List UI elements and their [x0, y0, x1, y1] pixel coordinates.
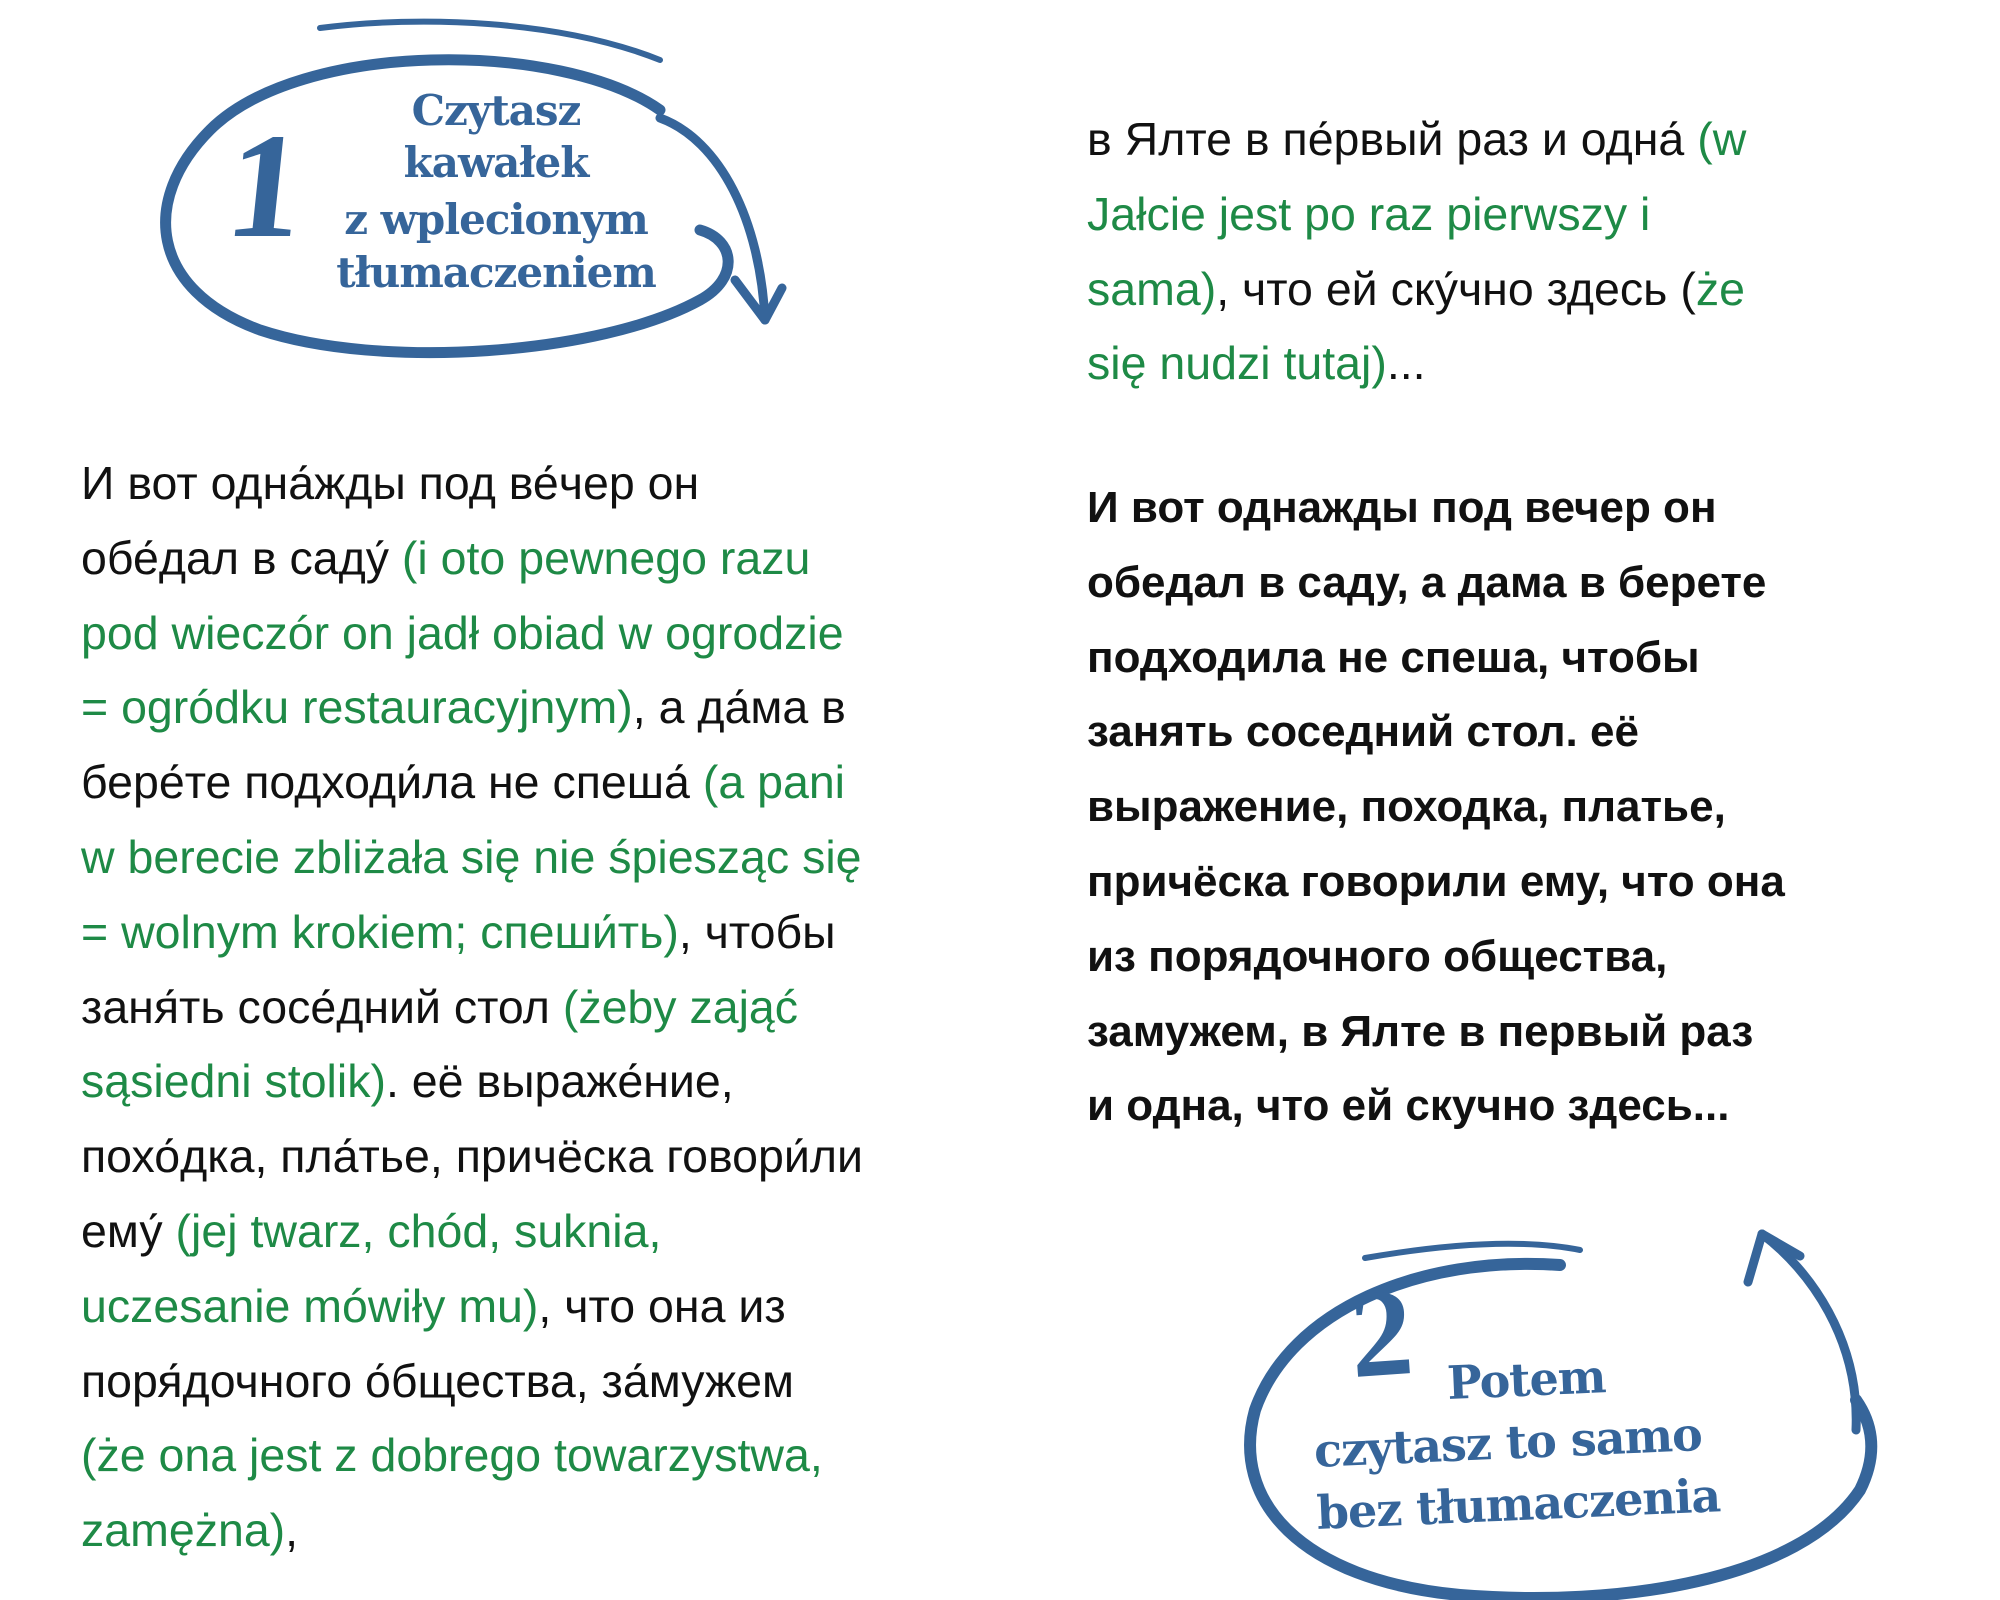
- polish-translation: (i oto pewnego razu: [401, 531, 811, 584]
- polish-translation: pod wieczór on jadł obiad w ogrodzie: [81, 606, 844, 659]
- russian-text: , что ей ску́чно здесь (: [1216, 262, 1696, 315]
- russian-text: , что она из: [538, 1279, 786, 1332]
- right-paragraph-with-translation: [1087, 102, 1746, 401]
- text-line: [81, 970, 863, 1045]
- polish-translation: (a pani: [702, 756, 846, 809]
- badge-2-line: Potem: [1446, 1349, 1607, 1411]
- russian-text: И вот одна́жды под ве́чер он: [81, 457, 700, 509]
- badge-2-flourish: [1365, 1244, 1580, 1258]
- text-line: [1087, 177, 1746, 252]
- polish-translation: w berecie zbliżała się nie śpiesząc się: [81, 830, 862, 883]
- russian-text-line: обедал в саду, а дама в берете: [1087, 557, 1767, 607]
- text-line: [81, 1044, 863, 1119]
- text-line: [1087, 252, 1746, 327]
- polish-translation: sąsiedni stolik): [81, 1055, 386, 1108]
- russian-text-line: выражение, походка, платье,: [1087, 782, 1726, 832]
- polish-translation: zamężna): [81, 1504, 286, 1557]
- text-line: [1087, 102, 1746, 177]
- russian-text-line: из порядочного общества,: [1087, 931, 1668, 981]
- badge-1-flourish: [320, 22, 660, 60]
- polish-translation: się nudzi tutaj): [1087, 337, 1387, 390]
- text-line: [81, 1194, 863, 1269]
- polish-translation: (jej twarz, chód, suknia,: [175, 1204, 662, 1257]
- left-paragraph-with-translation: [81, 446, 863, 1568]
- russian-text-line: причёска говорили ему, что она: [1087, 856, 1785, 906]
- badge-2-number: 2: [1345, 1262, 1418, 1406]
- text-line: [81, 521, 863, 596]
- polish-translation: = ogródku restauracyjnym): [81, 681, 633, 734]
- russian-text: обе́дал в саду́: [81, 531, 402, 584]
- russian-text: поря́дочного о́бщества, за́мужем: [81, 1354, 794, 1407]
- polish-translation: uczesanie mówiły mu): [81, 1279, 539, 1332]
- badge-1-line: tłumaczeniem: [336, 248, 656, 297]
- text-line: [81, 820, 863, 895]
- badge-2-arrow: [1762, 1234, 1856, 1430]
- text-line: [1087, 326, 1746, 401]
- russian-text: , а да́ма в: [632, 681, 846, 734]
- russian-text: ,: [285, 1504, 299, 1557]
- russian-text: бере́те подходи́ла не спеша́: [81, 756, 703, 809]
- text-line: [81, 895, 863, 970]
- text-line: [81, 1418, 863, 1493]
- polish-translation: (w: [1697, 113, 1747, 165]
- russian-text-line: занять соседний стол. её: [1087, 707, 1639, 757]
- text-line: [81, 1493, 863, 1568]
- text-line: [81, 1269, 863, 1344]
- polish-translation: sama): [1087, 262, 1217, 315]
- text-line: [81, 670, 863, 745]
- russian-text-line: подходила не спеша, чтобы: [1087, 632, 1700, 682]
- text-line: [81, 446, 863, 521]
- polish-translation: (żeby zająć: [562, 980, 799, 1033]
- polish-translation: = wolnym krokiem; спеши́ть): [81, 905, 679, 958]
- plain-paragraph-without-translation: [1087, 471, 1785, 1144]
- russian-text-line: и одна, что ей скучно здесь...: [1087, 1081, 1730, 1131]
- russian-text: ...: [1386, 337, 1426, 390]
- text-line: [81, 1344, 863, 1419]
- polish-translation: Jałcie jest po raz pierwszy i: [1087, 187, 1651, 240]
- russian-text-line: замужем, в Ялте в первый раз: [1087, 1006, 1754, 1056]
- russian-text-line: И вот однажды под вечер он: [1087, 483, 1717, 532]
- badge-2-line: bez tłumaczenia: [1315, 1468, 1722, 1540]
- badge-2-line: czytasz to samo: [1312, 1407, 1703, 1478]
- text-line: [81, 596, 863, 671]
- badge-1-line: kawałek: [403, 138, 589, 187]
- badge-1-number: 1: [219, 103, 312, 269]
- russian-text: заня́ть сосе́дний стол: [81, 980, 563, 1033]
- russian-text: , чтобы: [678, 905, 836, 958]
- russian-text: ему́: [81, 1204, 176, 1257]
- badge-1-line: Czytasz: [411, 86, 581, 135]
- badge-2-caption: [1310, 1340, 1721, 1543]
- text-line: [81, 745, 863, 820]
- text-line: [81, 1119, 863, 1194]
- badge-1-line: z wplecionym: [344, 195, 648, 244]
- russian-text: . её выраже́ние,: [385, 1055, 734, 1108]
- russian-text: похо́дка, пла́тье, причёска говори́ли: [81, 1130, 863, 1183]
- polish-translation: (że ona jest z dobrego towarzystwa,: [81, 1429, 823, 1482]
- polish-translation: że: [1695, 262, 1745, 315]
- russian-text: в Ялте в пе́рвый раз и одна́: [1087, 113, 1698, 165]
